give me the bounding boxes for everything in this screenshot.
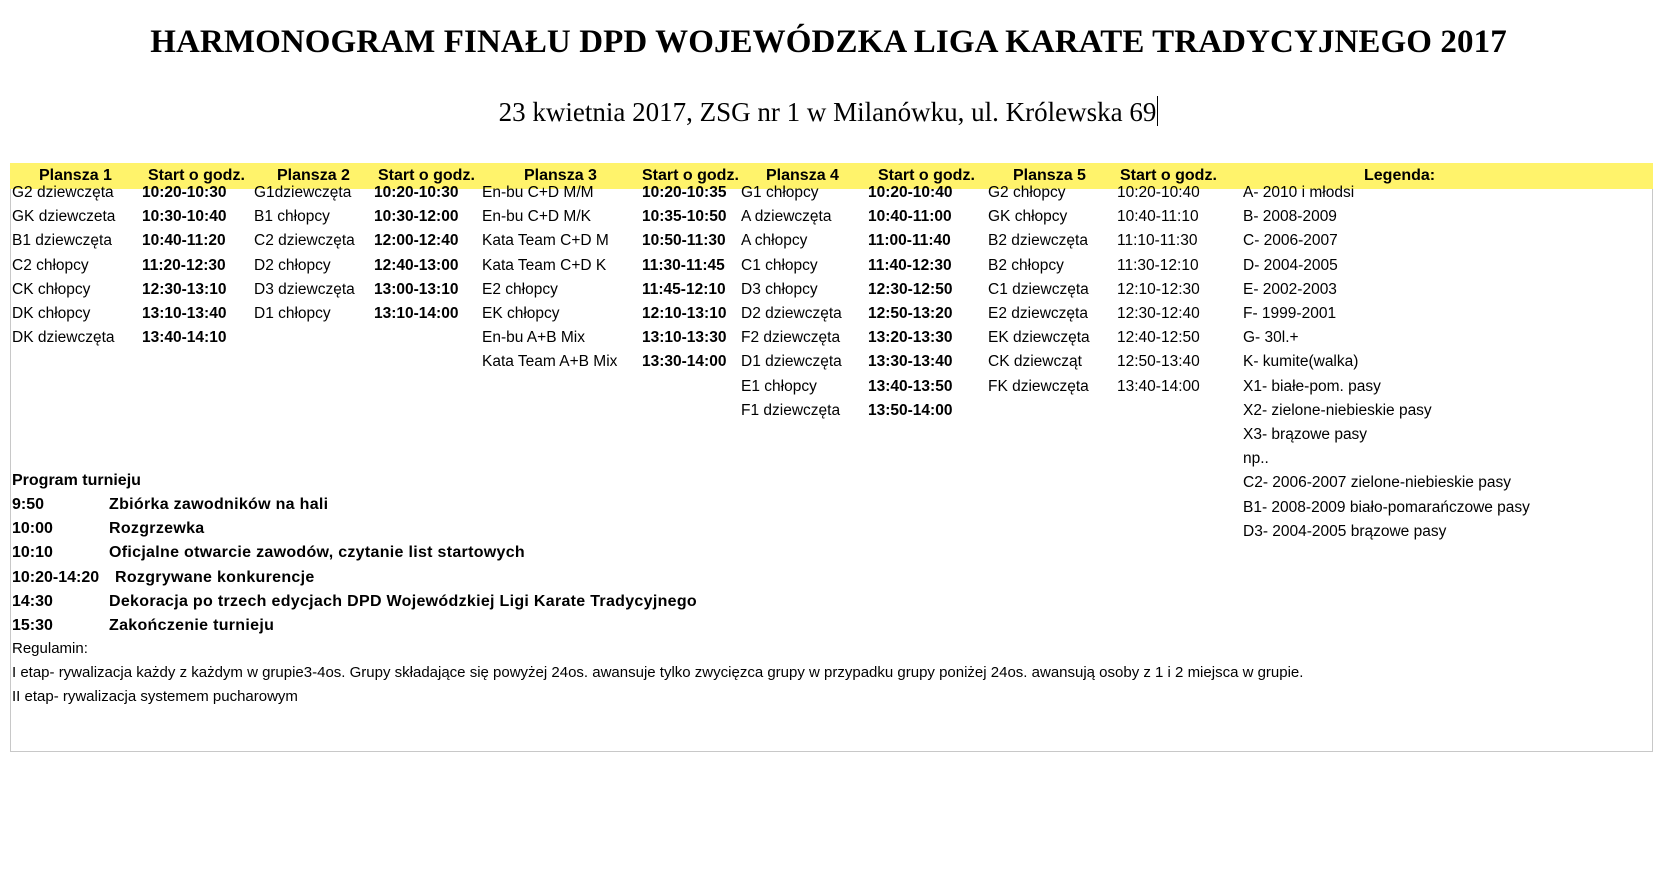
plansza-1-start-time: 12:30-13:10 (142, 280, 227, 298)
plansza-5-category: FK dziewczęta (988, 377, 1089, 395)
header-plansza-2: Plansza 2 (277, 167, 350, 184)
plansza-5-category: CK dziewcząt (988, 353, 1082, 371)
header-start-4: Start o godz. (878, 167, 975, 184)
legend-item: X1- białe-pom. pasy (1243, 377, 1381, 395)
plansza-4-category: A dziewczęta (741, 208, 832, 226)
plansza-4-start-time: 13:40-13:50 (868, 377, 953, 395)
legend-item: C- 2006-2007 (1243, 232, 1338, 250)
subtitle-text: 23 kwietnia 2017, ZSG nr 1 w Milanówku, ul. Królewska 69 (498, 97, 1157, 127)
plansza-5-category: C1 dziewczęta (988, 280, 1089, 298)
header-plansza-4: Plansza 4 (766, 167, 839, 184)
plansza-4-start-time: 11:00-11:40 (868, 232, 951, 250)
header-start-2: Start o godz. (378, 167, 475, 184)
plansza-4-category: F2 dziewczęta (741, 329, 841, 347)
plansza-2-category: D3 dziewczęta (254, 280, 355, 298)
event-date-location (0, 96, 1657, 128)
legend-item: F- 1999-2001 (1243, 305, 1337, 322)
plansza-4-start-time: 11:40-12:30 (868, 256, 952, 274)
plansza-1-category: B1 dziewczęta (12, 232, 112, 250)
plansza-4-category: C1 chłopcy (741, 256, 818, 274)
plansza-1-start-time: 10:30-10:40 (142, 208, 227, 226)
legend-item: G- 30l.+ (1243, 329, 1299, 347)
program-description: Zbiórka zawodników na hali (109, 496, 329, 513)
plansza-1-start-time: 10:40-11:20 (142, 232, 226, 250)
plansza-1-category: GK dziewczeta (12, 208, 116, 226)
plansza-1-category: CK chłopcy (12, 280, 91, 298)
legend-item: A- 2010 i młodsi (1243, 184, 1355, 201)
plansza-5-start-time: 12:50-13:40 (1117, 353, 1200, 371)
plansza-4-start-time: 12:30-12:50 (868, 280, 953, 298)
legend-item: B1- 2008-2009 biało-pomarańczowe pasy (1243, 498, 1530, 516)
legend-item: K- kumite(walka) (1243, 353, 1359, 371)
plansza-2-category: D1 chłopcy (254, 305, 331, 322)
regulamin-line-1: I etap- rywalizacja każdy z każdym w grupie3-4os. Grupy składające się powyżej 24os. awansuje tylko zwycięzca grupy w przypadku grupy poniżej 24os. awansują osoby z 1 i 2 miejsca w grupie. (12, 664, 1304, 681)
program-description: Oficjalne otwarcie zawodów, czytanie list startowych (109, 544, 526, 562)
header-start-5: Start o godz. (1120, 167, 1217, 184)
plansza-5-start-time: 11:30-12:10 (1117, 256, 1199, 274)
plansza-1-category: DK chłopcy (12, 305, 91, 322)
plansza-1-start-time: 10:20-10:30 (142, 184, 227, 201)
plansza-2-start-time: 13:00-13:10 (374, 280, 459, 298)
plansza-2-start-time: 13:10-14:00 (374, 305, 459, 322)
program-time: 10:20-14:20 (12, 568, 100, 586)
legend-item: D3- 2004-2005 brązowe pasy (1243, 522, 1447, 540)
header-legenda: Legenda: (1364, 167, 1436, 184)
legend-item: E- 2002-2003 (1243, 280, 1337, 298)
program-time: 15:30 (12, 617, 53, 634)
program-time: 10:00 (12, 520, 53, 538)
program-description: Dekoracja po trzech edycjach DPD Wojewódzkiej Ligi Karate Tradycyjnego (109, 592, 697, 610)
plansza-3-start-time: 10:20-10:35 (642, 184, 727, 201)
program-description: Rozgrzewka (109, 520, 205, 538)
text-caret (1157, 96, 1158, 126)
header-plansza-5: Plansza 5 (1013, 167, 1086, 184)
plansza-3-start-time: 11:30-11:45 (642, 256, 725, 274)
plansza-3-category: E2 chłopcy (482, 280, 558, 298)
plansza-1-start-time: 13:40-14:10 (142, 329, 227, 347)
plansza-2-category: B1 chłopcy (254, 208, 330, 226)
plansza-5-start-time: 10:20-10:40 (1117, 184, 1200, 201)
program-title: Program turnieju (12, 472, 141, 489)
plansza-5-start-time: 12:40-12:50 (1117, 329, 1200, 347)
plansza-3-category: Kata Team C+D K (482, 256, 607, 274)
plansza-4-start-time: 13:50-14:00 (868, 401, 953, 419)
plansza-2-category: G1dziewczęta (254, 184, 352, 201)
plansza-1-start-time: 11:20-12:30 (142, 256, 226, 274)
plansza-4-category: G1 chłopcy (741, 184, 819, 201)
program-time: 9:50 (12, 496, 45, 513)
plansza-2-category: D2 chłopcy (254, 256, 331, 274)
plansza-3-start-time: 10:35-10:50 (642, 208, 727, 226)
plansza-1-category: G2 dziewczęta (12, 184, 114, 201)
plansza-4-start-time: 13:30-13:40 (868, 353, 953, 371)
regulamin-title: Regulamin: (12, 640, 88, 657)
plansza-5-category: E2 dziewczęta (988, 305, 1088, 322)
plansza-2-start-time: 10:20-10:30 (374, 184, 459, 201)
header-start-3: Start o godz. (642, 167, 739, 184)
plansza-5-start-time: 13:40-14:00 (1117, 377, 1200, 395)
plansza-1-category: DK dziewczęta (12, 329, 115, 347)
program-description: Zakończenie turnieju (109, 617, 275, 634)
plansza-5-category: B2 dziewczęta (988, 232, 1088, 250)
plansza-2-start-time: 12:40-13:00 (374, 256, 459, 274)
legend-item: C2- 2006-2007 zielone-niebieskie pasy (1243, 474, 1511, 492)
plansza-2-start-time: 12:00-12:40 (374, 232, 459, 250)
plansza-5-category: G2 chłopcy (988, 184, 1066, 201)
plansza-4-category: D3 chłopcy (741, 280, 818, 298)
program-time: 10:10 (12, 544, 53, 562)
plansza-4-category: D1 dziewczęta (741, 353, 842, 371)
plansza-5-start-time: 12:10-12:30 (1117, 280, 1200, 298)
page-title: HARMONOGRAM FINAŁU DPD WOJEWÓDZKA LIGA KARATE TRADYCYJNEGO 2017 (150, 24, 1507, 60)
plansza-3-start-time: 13:10-13:30 (642, 329, 727, 347)
plansza-5-category: B2 chłopcy (988, 256, 1064, 274)
legend-item: D- 2004-2005 (1243, 256, 1338, 274)
plansza-3-category: Kata Team A+B Mix (482, 353, 618, 371)
regulamin-line-2: II etap- rywalizacja systemem pucharowym (12, 688, 298, 705)
plansza-3-category: EK chłopcy (482, 305, 560, 322)
legend-item: B- 2008-2009 (1243, 208, 1337, 226)
plansza-4-start-time: 12:50-13:20 (868, 305, 953, 322)
plansza-5-start-time: 10:40-11:10 (1117, 208, 1199, 226)
plansza-3-category: En-bu C+D M/M (482, 184, 594, 201)
plansza-4-start-time: 13:20-13:30 (868, 329, 953, 347)
plansza-4-start-time: 10:20-10:40 (868, 184, 953, 201)
plansza-1-start-time: 13:10-13:40 (142, 305, 227, 322)
plansza-1-category: C2 chłopcy (12, 256, 89, 274)
header-plansza-3: Plansza 3 (524, 167, 597, 184)
legend-item: np.. (1243, 450, 1269, 468)
plansza-4-category: A chłopcy (741, 232, 808, 250)
program-time: 14:30 (12, 592, 53, 610)
plansza-5-category: GK chłopcy (988, 208, 1068, 226)
header-plansza-1: Plansza 1 (39, 167, 112, 184)
plansza-3-start-time: 13:30-14:00 (642, 353, 727, 371)
plansza-5-start-time: 12:30-12:40 (1117, 305, 1200, 322)
plansza-2-start-time: 10:30-12:00 (374, 208, 459, 226)
plansza-3-category: En-bu A+B Mix (482, 329, 585, 347)
plansza-4-category: E1 chłopcy (741, 377, 817, 395)
header-start-1: Start o godz. (148, 167, 245, 184)
legend-item: X2- zielone-niebieskie pasy (1243, 401, 1432, 419)
plansza-2-category: C2 dziewczęta (254, 232, 355, 250)
plansza-4-category: D2 dziewczęta (741, 305, 842, 322)
plansza-3-category: Kata Team C+D M (482, 232, 609, 250)
program-description: Rozgrywane konkurencje (115, 568, 315, 586)
legend-item: X3- brązowe pasy (1243, 426, 1368, 443)
plansza-3-start-time: 10:50-11:30 (642, 232, 726, 250)
plansza-4-category: F1 dziewczęta (741, 401, 841, 419)
plansza-3-start-time: 11:45-12:10 (642, 280, 726, 298)
plansza-3-start-time: 12:10-13:10 (642, 305, 727, 322)
plansza-5-category: EK dziewczęta (988, 329, 1090, 347)
plansza-3-category: En-bu C+D M/K (482, 208, 591, 226)
plansza-5-start-time: 11:10-11:30 (1117, 232, 1198, 250)
plansza-4-start-time: 10:40-11:00 (868, 208, 952, 226)
